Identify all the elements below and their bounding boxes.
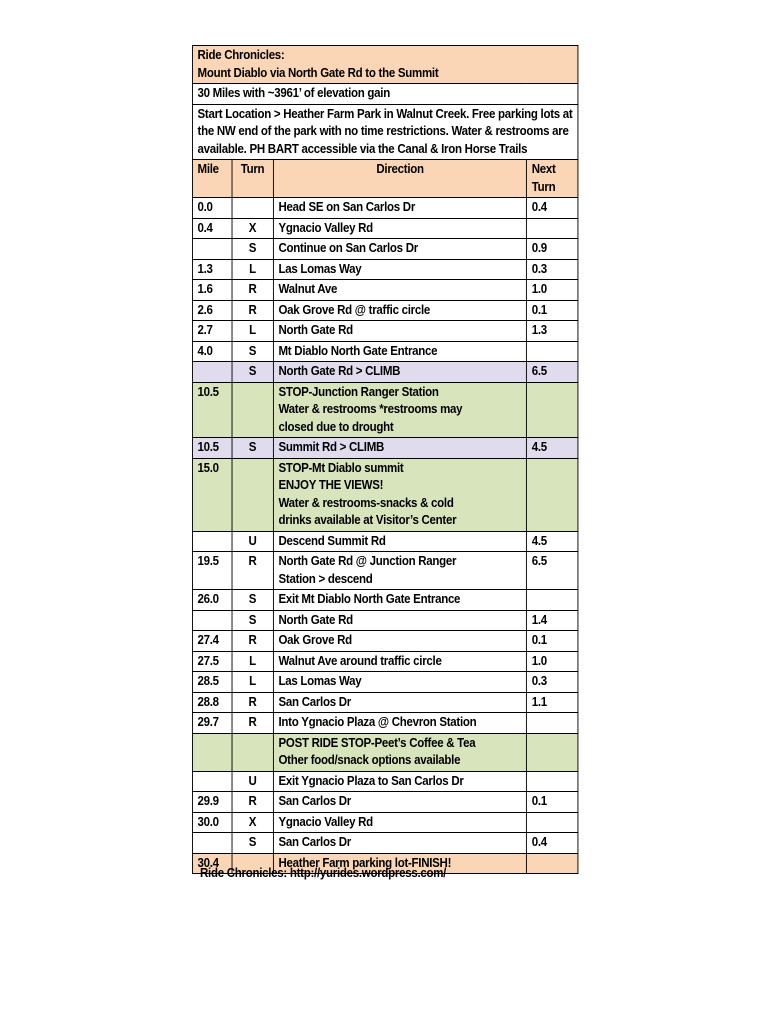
cue-direction-line: San Carlos Dr	[278, 694, 351, 709]
cue-row	[192, 259, 577, 280]
cue-row	[192, 552, 577, 590]
cue-mile: 29.9	[192, 792, 231, 813]
cue-next-turn: 0.4	[527, 833, 578, 854]
cue-next-turn: 1.0	[527, 280, 578, 301]
cue-turn: S	[232, 341, 274, 362]
cue-direction-line: Las Lomas Way	[278, 674, 362, 688]
cue-mile: 1.6	[192, 280, 231, 301]
cue-mile: 1.3	[192, 259, 231, 280]
cue-direction-line: Walnut Ave	[278, 282, 338, 296]
cue-mile: 0.0	[192, 198, 231, 219]
cue-turn: L	[232, 259, 274, 280]
cue-mile	[192, 610, 231, 631]
cue-direction	[273, 259, 526, 280]
cue-turn: S	[232, 610, 274, 631]
cue-turn: X	[232, 218, 274, 239]
cue-turn: S	[232, 362, 274, 383]
cue-direction	[273, 280, 526, 301]
cue-turn: S	[232, 833, 274, 854]
cue-next-turn	[527, 853, 578, 874]
cue-mile: 28.5	[192, 672, 231, 693]
cue-table	[192, 45, 578, 874]
cue-direction-line: Ygnacio Valley Rd	[278, 814, 373, 829]
cue-direction	[273, 631, 526, 652]
cue-direction-line: closed due to drought	[278, 419, 394, 434]
cue-direction-line: POST RIDE STOP-Peet’s Coffee & Tea	[278, 735, 476, 750]
ride-title	[192, 46, 577, 84]
cue-next-turn	[527, 458, 578, 531]
col-header-next-line-1: Next	[531, 162, 556, 176]
cue-turn	[232, 733, 274, 771]
cue-sheet	[192, 45, 578, 874]
cue-next-turn	[527, 590, 578, 611]
cue-row	[192, 341, 577, 362]
footer-credit: Ride Chronicles: http://yurides.wordpress.com/	[200, 866, 447, 880]
cue-direction-line: Mt Diablo North Gate Entrance	[278, 343, 438, 358]
cue-next-turn: 4.5	[527, 531, 578, 552]
cue-next-turn: 0.1	[527, 300, 578, 321]
cue-mile: 19.5	[192, 552, 231, 590]
cue-row	[192, 792, 577, 813]
cue-row	[192, 812, 577, 833]
cue-next-turn: 1.3	[527, 321, 578, 342]
cue-direction	[273, 531, 526, 552]
cue-mile	[192, 531, 231, 552]
cue-direction-line: drinks available at Visitor’s Center	[278, 513, 457, 527]
cue-mile: 30.4	[192, 853, 231, 874]
cue-direction	[273, 362, 526, 383]
cue-direction	[273, 812, 526, 833]
cue-direction-line: Las Lomas Way	[278, 261, 362, 276]
cue-direction	[273, 239, 526, 260]
cue-mile	[192, 833, 231, 854]
cue-direction-line: Walnut Ave around traffic circle	[278, 653, 442, 668]
cue-mile: 0.4	[192, 218, 231, 239]
cue-direction-line: San Carlos Dr	[278, 835, 351, 849]
cue-direction	[273, 218, 526, 239]
cue-direction-line: San Carlos Dr	[278, 794, 351, 808]
distance-text: 30 Miles with ~3961’ of elevation gain	[192, 84, 577, 105]
cue-next-turn: 0.3	[527, 259, 578, 280]
cue-mile: 28.8	[192, 692, 231, 713]
cue-next-turn	[527, 812, 578, 833]
cue-next-turn	[527, 713, 578, 734]
cue-mile	[192, 362, 231, 383]
title-line-1: Ride Chronicles:	[197, 48, 285, 62]
cue-direction-line: Into Ygnacio Plaza @ Chevron Station	[278, 715, 477, 729]
cue-direction	[273, 382, 526, 438]
cue-row	[192, 321, 577, 342]
cue-direction-line: North Gate Rd > CLIMB	[278, 364, 401, 378]
cue-direction-line: ENJOY THE VIEWS!	[278, 478, 384, 492]
cue-mile: 2.7	[192, 321, 231, 342]
cue-direction	[273, 321, 526, 342]
cue-turn: R	[232, 280, 274, 301]
cue-direction	[273, 590, 526, 611]
cue-row	[192, 280, 577, 301]
cue-turn: R	[232, 300, 274, 321]
cue-turn: L	[232, 321, 274, 342]
column-header-row	[192, 160, 577, 198]
cue-turn: S	[232, 590, 274, 611]
cue-row	[192, 382, 577, 438]
cue-next-turn: 0.1	[527, 631, 578, 652]
cue-mile	[192, 239, 231, 260]
cue-row	[192, 590, 577, 611]
cue-direction	[273, 610, 526, 631]
cue-next-turn: 0.1	[527, 792, 578, 813]
cue-turn: U	[232, 771, 274, 792]
cue-direction-line: Oak Grove Rd @ traffic circle	[278, 302, 431, 317]
cue-row	[192, 733, 577, 771]
start-location-row	[192, 104, 577, 160]
cue-direction-line: Summit Rd > CLIMB	[278, 440, 385, 454]
cue-direction	[273, 300, 526, 321]
cue-mile: 26.0	[192, 590, 231, 611]
cue-direction	[273, 672, 526, 693]
cue-row	[192, 218, 577, 239]
cue-direction-line: Water & restrooms *restrooms may	[278, 402, 463, 416]
cue-turn: U	[232, 531, 274, 552]
cue-direction	[273, 792, 526, 813]
cue-row	[192, 300, 577, 321]
title-row	[192, 46, 577, 84]
cue-next-turn: 0.4	[527, 198, 578, 219]
cue-turn	[232, 382, 274, 438]
cue-row	[192, 198, 577, 219]
cue-turn: R	[232, 552, 274, 590]
cue-direction	[273, 198, 526, 219]
cue-turn: S	[232, 438, 274, 459]
cue-row	[192, 771, 577, 792]
cue-mile	[192, 733, 231, 771]
col-header-next-turn	[527, 160, 578, 198]
cue-direction-line: North Gate Rd @ Junction Ranger	[278, 554, 457, 568]
cue-row	[192, 458, 577, 531]
cue-direction	[273, 458, 526, 531]
cue-direction	[273, 438, 526, 459]
cue-mile: 10.5	[192, 382, 231, 438]
cue-turn: L	[232, 651, 274, 672]
cue-direction	[273, 713, 526, 734]
cue-next-turn	[527, 341, 578, 362]
cue-next-turn	[527, 771, 578, 792]
cue-next-turn: 0.9	[527, 239, 578, 260]
cue-direction-line: North Gate Rd	[278, 323, 353, 337]
cue-row	[192, 713, 577, 734]
cue-turn: S	[232, 239, 274, 260]
cue-mile	[192, 771, 231, 792]
cue-direction	[273, 692, 526, 713]
distance-row	[192, 84, 577, 105]
cue-turn	[232, 458, 274, 531]
cue-direction-line: Water & restrooms-snacks & cold	[278, 495, 454, 510]
cue-row	[192, 531, 577, 552]
cue-turn: R	[232, 692, 274, 713]
cue-mile: 27.5	[192, 651, 231, 672]
cue-turn: X	[232, 812, 274, 833]
cue-direction-line: Oak Grove Rd	[278, 633, 352, 647]
cue-direction-line: Continue on San Carlos Dr	[278, 241, 418, 255]
cue-direction-line: Exit Mt Diablo North Gate Entrance	[278, 592, 461, 606]
cue-direction-line: Ygnacio Valley Rd	[278, 220, 373, 235]
cue-next-turn: 6.5	[527, 552, 578, 590]
cue-row	[192, 362, 577, 383]
cue-next-turn: 0.3	[527, 672, 578, 693]
cue-direction-line: STOP-Junction Ranger Station	[278, 384, 439, 399]
cue-turn	[232, 198, 274, 219]
cue-mile: 4.0	[192, 341, 231, 362]
cue-next-turn: 1.1	[527, 692, 578, 713]
cue-mile: 29.7	[192, 713, 231, 734]
cue-mile: 2.6	[192, 300, 231, 321]
cue-mile: 27.4	[192, 631, 231, 652]
cue-direction-line: Exit Ygnacio Plaza to San Carlos Dr	[278, 773, 464, 788]
cue-turn: R	[232, 792, 274, 813]
cue-next-turn: 1.4	[527, 610, 578, 631]
col-header-mile: Mile	[192, 160, 231, 198]
cue-direction-line: Head SE on San Carlos Dr	[278, 200, 416, 214]
cue-row	[192, 833, 577, 854]
col-header-turn: Turn	[232, 160, 274, 198]
cue-direction-line: STOP-Mt Diablo summit	[278, 460, 404, 475]
cue-next-turn	[527, 218, 578, 239]
cue-direction	[273, 733, 526, 771]
cue-next-turn: 6.5	[527, 362, 578, 383]
cue-row	[192, 651, 577, 672]
cue-mile: 10.5	[192, 438, 231, 459]
cue-direction-line: Descend Summit Rd	[278, 533, 386, 548]
cue-direction	[273, 771, 526, 792]
cue-row	[192, 672, 577, 693]
cue-direction-line: Station > descend	[278, 571, 373, 586]
cue-direction	[273, 341, 526, 362]
cue-mile: 30.0	[192, 812, 231, 833]
title-line-2: Mount Diablo via North Gate Rd to the Summit	[197, 65, 439, 80]
cue-next-turn	[527, 733, 578, 771]
cue-direction	[273, 552, 526, 590]
cue-direction-line: North Gate Rd	[278, 612, 353, 627]
cue-direction	[273, 833, 526, 854]
cue-turn: R	[232, 631, 274, 652]
cue-mile: 15.0	[192, 458, 231, 531]
cue-row	[192, 610, 577, 631]
cue-direction-line: Heather Farm parking lot-FINISH!	[278, 855, 452, 870]
cue-next-turn	[527, 382, 578, 438]
cue-next-turn: 4.5	[527, 438, 578, 459]
cue-row	[192, 692, 577, 713]
col-header-direction: Direction	[273, 160, 526, 198]
cue-row	[192, 631, 577, 652]
start-location-text: Start Location > Heather Farm Park in Walnut Creek. Free parking lots at the NW end of the park with no time restrictions. Water & restrooms are available. PH BART accessible via the Canal & Iron Horse Trails	[192, 104, 577, 160]
cue-next-turn: 1.0	[527, 651, 578, 672]
cue-row	[192, 239, 577, 260]
cue-direction	[273, 651, 526, 672]
cue-turn: L	[232, 672, 274, 693]
cue-direction-line: Other food/snack options available	[278, 753, 461, 767]
cue-row	[192, 438, 577, 459]
cue-turn: R	[232, 713, 274, 734]
col-header-next-line-2: Turn	[531, 179, 556, 194]
